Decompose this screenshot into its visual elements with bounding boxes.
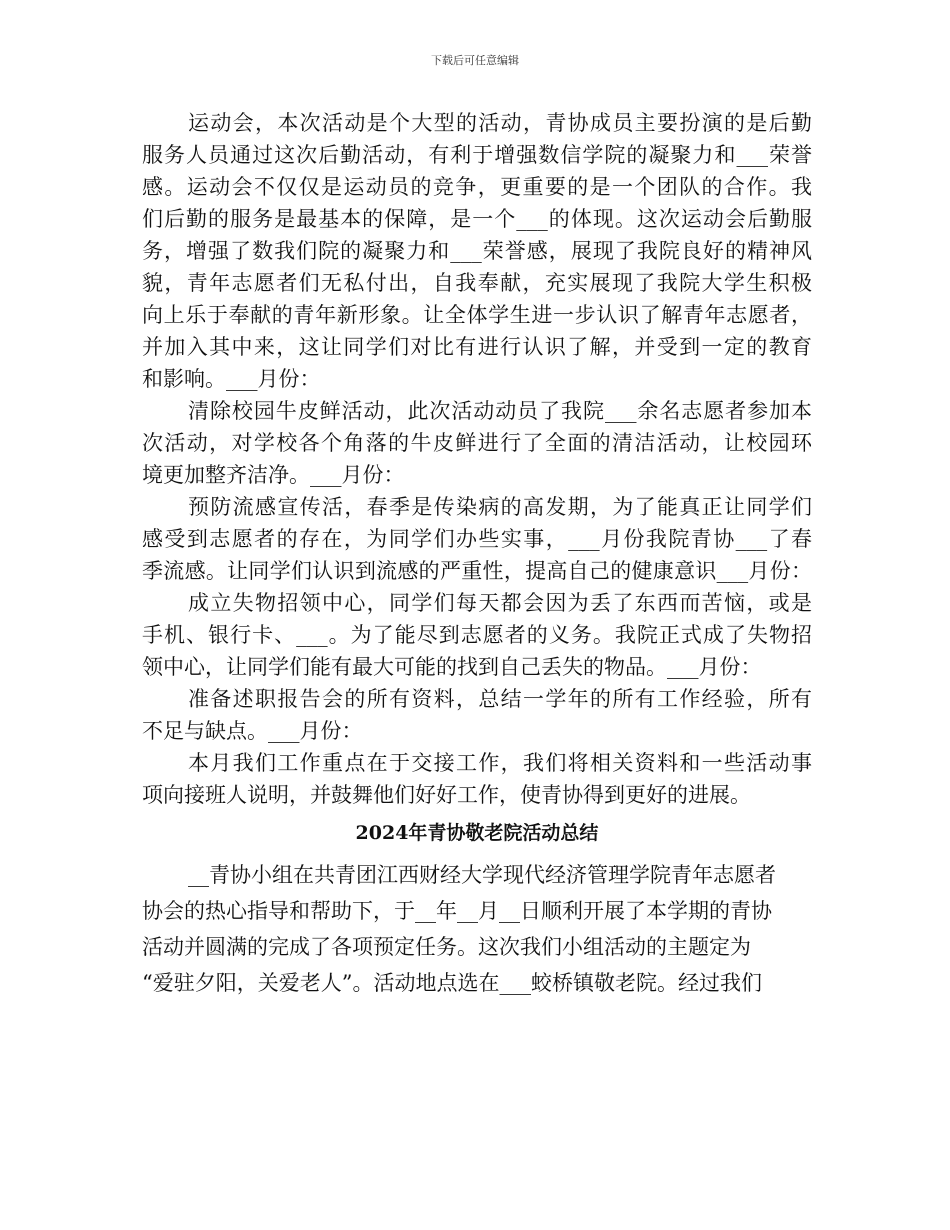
paragraph-line: 并加入其中来，这让同学们对比有进行认识了解，并受到一定的教育 — [142, 335, 812, 359]
paragraph-line: 季流感。让同学们认识到流感的严重性，提高自己的健康意识___月份： — [142, 559, 812, 583]
section-activities — [142, 107, 812, 811]
paragraph-line: 清除校园牛皮鲜活动，此次活动动员了我院___余名志愿者参加本 — [188, 399, 812, 423]
paragraph-line: __青协小组在共青团江西财经大学现代经济管理学院青年志愿者 — [188, 863, 776, 887]
page-header: 下载后可任意编辑 — [431, 54, 519, 67]
paragraph-line: 手机、银行卡、___。为了能尽到志愿者的义务。我院正式成了失物招 — [142, 623, 812, 647]
paragraph-line: 协会的热心指导和帮助下，于__年__月__日顺利开展了本学期的青协 — [142, 899, 772, 923]
section-title: 2024年青协敬老院活动总结 — [355, 822, 599, 844]
paragraph-line: “爱驻夕阳，关爱老人”。活动地点选在___蛟桥镇敬老院。经过我们 — [142, 971, 762, 995]
paragraph-line: 本月我们工作重点在于交接工作，我们将相关资料和一些活动事 — [188, 751, 812, 775]
paragraph-line: 活动并圆满的完成了各项预定任务。这次我们小组活动的主题定为 — [142, 935, 751, 959]
paragraph-line: 和影响。___月份： — [142, 367, 321, 391]
paragraph-line: 成立失物招领中心，同学们每天都会因为丢了东西而苦恼，或是 — [188, 591, 812, 615]
section-summary — [142, 857, 812, 1001]
paragraph-line: 次活动，对学校各个角落的牛皮鲜进行了全面的清洁活动，让校园环 — [142, 431, 812, 455]
paragraph-line: 貌，青年志愿者们无私付出，自我奉献，充实展现了我院大学生积极 — [142, 271, 812, 295]
paragraph-line: 项向接班人说明，并鼓舞他们好好工作，使青协得到更好的进展。 — [142, 783, 751, 807]
paragraph-line: 感。运动会不仅仅是运动员的竞争，更重要的是一个团队的合作。我 — [142, 175, 812, 199]
paragraph-line: 务，增强了数我们院的凝聚力和___荣誉感，展现了我院良好的精神风 — [142, 239, 812, 263]
paragraph-line: 们后勤的服务是最基本的保障，是一个___的体现。这次运动会后勤服 — [142, 207, 812, 231]
paragraph-line: 领中心，让同学们能有最大可能的找到自己丢失的物品。___月份： — [142, 655, 762, 679]
paragraph-line: 准备述职报告会的所有资料，总结一学年的所有工作经验，所有 — [188, 687, 812, 711]
paragraph-line: 运动会，本次活动是个大型的活动，青协成员主要扮演的是后勤 — [188, 111, 812, 135]
paragraph-line: 服务人员通过这次后勤活动，有利于增强数信学院的凝聚力和___荣誉 — [142, 143, 812, 167]
paragraph-line: 向上乐于奉献的青年新形象。让全体学生进一步认识了解青年志愿者， — [142, 303, 812, 327]
paragraph-line: 不足与缺点。___月份： — [142, 719, 363, 743]
document-body — [142, 107, 812, 1001]
paragraph-line: 预防流感宣传活，春季是传染病的高发期，为了能真正让同学们 — [188, 495, 812, 519]
paragraph-line: 感受到志愿者的存在，为同学们办些实事，___月份我院青协___了春 — [142, 527, 812, 551]
paragraph-line: 境更加整齐洁净。___月份： — [142, 463, 405, 487]
